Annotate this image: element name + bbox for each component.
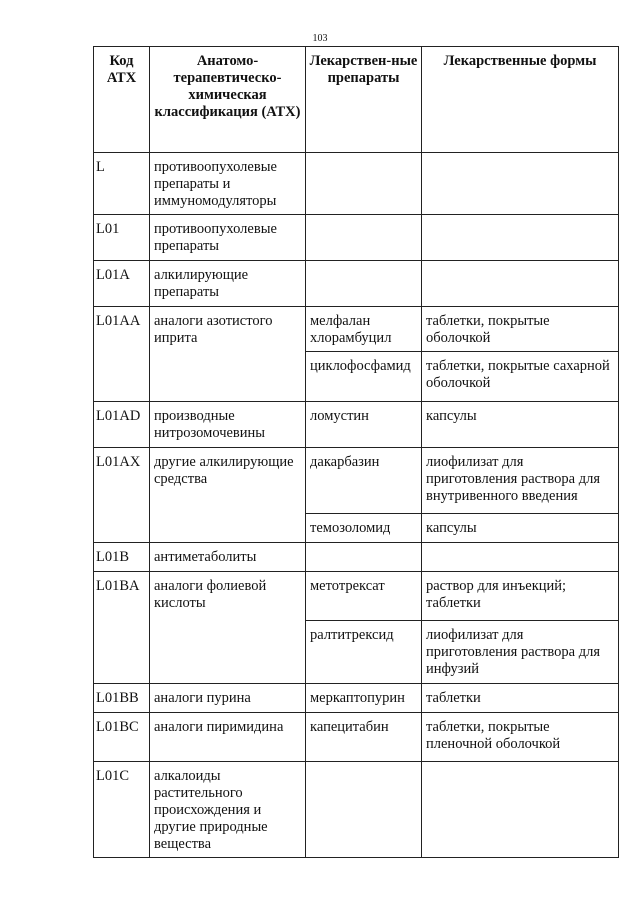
table-row (94, 215, 619, 261)
dosage-form-cell: таблетки, покрытые пленочной оболочкой (422, 713, 619, 762)
drug-name-cell: метотрексат (306, 572, 422, 621)
table-row (94, 448, 619, 514)
atc-classification-cell: противоопухолевые препараты и иммуномодуляторы (150, 153, 306, 215)
dosage-form-cell: таблетки, покрытые оболочкой (422, 307, 619, 352)
drug-name-cell: темозоломид (306, 514, 422, 543)
page-number: 103 (312, 33, 328, 44)
drug-name-cell (306, 153, 422, 215)
atc-classification-cell: алкилирующие препараты (150, 261, 306, 307)
dosage-form-cell (422, 261, 619, 307)
atc-classification-cell: аналоги пиримидина (150, 713, 306, 762)
atc-classification-cell: производные нитрозомочевины (150, 402, 306, 448)
dosage-form-cell: лиофилизат для приготовления раствора для внутривенного введения (422, 448, 619, 514)
atc-classification-cell: алкалоиды растительного происхождения и другие природные вещества (150, 762, 306, 858)
atc-classification-cell: противоопухолевые препараты (150, 215, 306, 261)
table-row (94, 684, 619, 713)
dosage-form-cell: раствор для инъекций; таблетки (422, 572, 619, 621)
drug-name-cell: мелфалан хлорамбуцил (306, 307, 422, 352)
table-row (94, 153, 619, 215)
atc-code-cell: L01BC (94, 713, 150, 762)
table-row (94, 543, 619, 572)
drug-name-cell (306, 543, 422, 572)
drug-name-cell: меркаптопурин (306, 684, 422, 713)
drug-name-cell: ралтитрексид (306, 621, 422, 684)
dosage-form-cell (422, 153, 619, 215)
dosage-form-cell: капсулы (422, 402, 619, 448)
table-body (94, 153, 619, 858)
atc-code-cell: L01BA (94, 572, 150, 684)
atc-classification-cell: аналоги фолиевой кислоты (150, 572, 306, 684)
dosage-form-cell: лиофилизат для приготовления раствора для инфузий (422, 621, 619, 684)
atc-code-cell: L01BB (94, 684, 150, 713)
atc-drug-table (93, 46, 619, 858)
atc-code-cell: L01A (94, 261, 150, 307)
atc-classification-cell: антиметаболиты (150, 543, 306, 572)
atc-classification-cell: аналоги азотистого иприта (150, 307, 306, 402)
header-classification: Анатомо-терапевтическо-химическая классификация (АТХ) (150, 47, 306, 153)
drug-name-cell: циклофосфамид (306, 352, 422, 402)
header-forms: Лекарственные формы (422, 47, 619, 153)
dosage-form-cell: таблетки (422, 684, 619, 713)
atc-code-cell: L01B (94, 543, 150, 572)
drug-name-cell (306, 215, 422, 261)
atc-code-cell: L (94, 153, 150, 215)
atc-classification-cell: аналоги пурина (150, 684, 306, 713)
dosage-form-cell: таблетки, покрытые сахарной оболочкой (422, 352, 619, 402)
drug-name-cell: ломустин (306, 402, 422, 448)
atc-classification-cell: другие алкилирующие средства (150, 448, 306, 543)
table-header-row (94, 47, 619, 153)
atc-code-cell: L01AD (94, 402, 150, 448)
dosage-form-cell (422, 215, 619, 261)
atc-code-cell: L01AA (94, 307, 150, 402)
table-row (94, 572, 619, 621)
header-drugs: Лекарствен-ные препараты (306, 47, 422, 153)
drug-name-cell: дакарбазин (306, 448, 422, 514)
drug-name-cell (306, 261, 422, 307)
header-code: Код АТХ (94, 47, 150, 153)
table-row (94, 762, 619, 858)
dosage-form-cell (422, 762, 619, 858)
table-row (94, 307, 619, 352)
drug-name-cell (306, 762, 422, 858)
atc-code-cell: L01 (94, 215, 150, 261)
drug-name-cell: капецитабин (306, 713, 422, 762)
atc-code-cell: L01AX (94, 448, 150, 543)
table-row (94, 713, 619, 762)
table-row (94, 402, 619, 448)
atc-code-cell: L01C (94, 762, 150, 858)
dosage-form-cell (422, 543, 619, 572)
table-row (94, 261, 619, 307)
dosage-form-cell: капсулы (422, 514, 619, 543)
